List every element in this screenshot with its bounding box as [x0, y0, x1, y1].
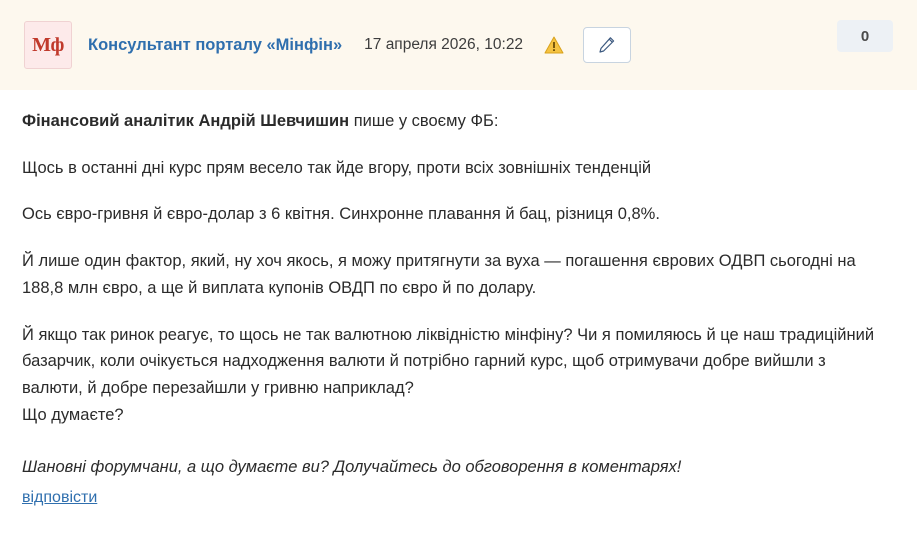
- post-paragraph: Ось євро-гривня й євро-долар з 6 квітня. Синхронне плавання й бац, різниця 0,8%.: [22, 205, 660, 224]
- post-lead-rest: пише у своєму ФБ:: [349, 112, 499, 130]
- post-header: [0, 0, 917, 90]
- pencil-edit-icon: [598, 36, 616, 54]
- post-rating[interactable]: [837, 20, 893, 52]
- post-lead-bold: Фінансовий аналітик Андрій Шевчишин: [22, 112, 350, 130]
- post-call-to-action: Шановні форумчани, а що думаєте ви? Долучайтесь до обговорення в коментарях!: [22, 458, 682, 477]
- reply-link[interactable]: відповісти: [22, 489, 98, 507]
- post-author-link[interactable]: Консультант порталу «Мінфін»: [88, 35, 343, 54]
- post-paragraph: Що думаєте?: [22, 405, 124, 424]
- avatar: [24, 21, 72, 69]
- post-body: [0, 90, 917, 507]
- warning-triangle-icon[interactable]: [543, 34, 565, 56]
- post-rating-value: 0: [860, 27, 870, 45]
- post-paragraph: Й лише один фактор, який, ну хоч якось, я можу притягнути за вуха — погашення єврових ОДВП сьогодні на 188,8 млн євро, а ще й виплата купонів ОВДП по євро й по долару.: [22, 252, 856, 297]
- post-paragraph-lead: [22, 108, 882, 135]
- edit-post-button[interactable]: [583, 27, 631, 63]
- avatar-label: Мф: [32, 33, 64, 56]
- post-paragraph: Щось в останні дні курс прям весело так йде вгору, проти всіх зовнішніх тенденцій: [22, 158, 652, 177]
- post-date: 17 апреля 2026, 10:22: [364, 36, 524, 53]
- post-paragraph: Й якщо так ринок реагує, то щось не так валютною ліквідністю мінфіну? Чи я помиляюсь й це наш традиційний базарчик, коли очікується надходження валюти й потрібно гарний курс, щоб отримувачи добре вийшли з валюти, й добре перезайшли у гривню наприклад?: [22, 325, 875, 398]
